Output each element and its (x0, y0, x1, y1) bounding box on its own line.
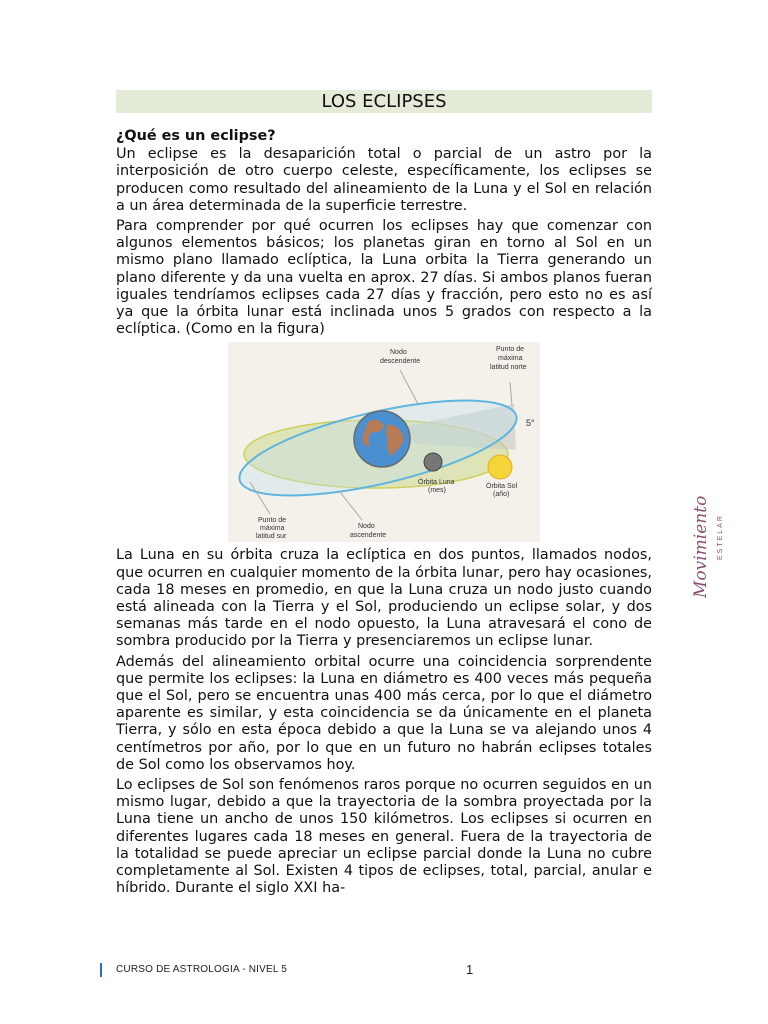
page-number: 1 (466, 962, 474, 977)
moon (424, 453, 442, 471)
label-punto-norte-2: máxima (498, 355, 523, 363)
section-heading: ¿Qué es un eclipse? (116, 128, 276, 144)
label-punto-norte-3: latitud norte (490, 364, 527, 372)
page-title: LOS ECLIPSES (116, 90, 652, 113)
label-punto-sur-2: máxima (260, 525, 285, 533)
label-punto-norte-1: Punto de (496, 346, 525, 354)
logo-script-text: Movimiento (691, 495, 711, 598)
label-orbita-sol-1: Órbita Sol (486, 483, 518, 491)
footer-accent-bar (100, 963, 102, 977)
sun (488, 455, 512, 479)
paragraph-3: La Luna en su órbita cruza la eclíptica en dos puntos, llamados nodos, que ocurren en cualquier momento de la órbita lunar, pero hay ocasiones, cada 18 meses en promedio, en que la Luna cruza un nodo justo cuando está alineada con la Tierra y el Sol, produciendo un eclipse solar, y dos semanas más tarde en el nodo opuesto, la Luna atravesará el cono de sombra producido por la Tierra y presenciaremos un eclipse lunar. (116, 547, 653, 650)
label-punto-sur-3: latitud sur (256, 533, 287, 541)
logo-small-text: ESTELAR (717, 514, 724, 560)
label-nodo-asc-2: ascendente (350, 532, 387, 540)
label-nodo-asc-1: Nodo (358, 523, 375, 531)
paragraph-5: Lo eclipses de Sol son fenómenos raros porque no ocurren seguidos en un mismo lugar, debido a que la trayectoria de la sombra proyectada por la Luna tiene un ancho de unos 150 kilómetros. Los eclipses si ocurren en diferentes lugares cada 18 meses en general. Fuera de la trayectoria de la totalidad se puede apreciar un eclipse parcial donde la Luna no cubre completamente al Sol. Existen 4 tipos de eclipses, total, parcial, anular e híbrido. Durante el siglo XXI ha- (116, 777, 652, 897)
label-punto-sur-1: Punto de (258, 517, 287, 525)
footer-course-label: CURSO DE ASTROLOGIA - NIVEL 5 (116, 964, 288, 975)
paragraph-2: Para comprender por qué ocurren los eclipses hay que comenzar con algunos elementos básicos; los planetas giran en torno al Sol en un mismo plano llamado eclíptica, la Luna orbita la Tierra generando un plano diferente y da una vuelta en aprox. 27 días. Si ambos planos fueran iguales tendríamos eclipses cada 27 días y fracción, pero esto no es así ya que la órbita lunar está inclinada unos 5 grados con respecto a la eclíptica. (Como en la figura) (116, 218, 652, 338)
eclipse-orbit-figure (228, 342, 540, 542)
document-body (116, 128, 652, 901)
label-nodo-desc-1: Nodo (390, 349, 407, 357)
label-orbita-luna-1: Órbita Luna (418, 479, 455, 487)
paragraph-1: Un eclipse es la desaparición total o parcial de un astro por la interposición de otro cuerpo celeste, específicamente, los eclipses se producen como resultado del alineamiento de la Luna y el Sol en relación a un área determinada de la superficie terrestre. (116, 146, 652, 214)
label-angle: 5° (526, 418, 535, 429)
movimiento-estelar-logo (686, 480, 734, 600)
label-nodo-desc-2: descendente (380, 358, 421, 366)
label-orbita-sol-2: (año) (493, 491, 510, 499)
paragraph-4: Además del alineamiento orbital ocurre una coincidencia sorprendente que permite los eclipses: la Luna en diámetro es 400 veces más pequeña que el Sol, pero se encuentra unas 400 más cerca, por lo que el diámetro aparente es similar, y esta coincidencia se da únicamente en el planeta Tierra, y sólo en esta época debido a que la Luna se va alejando unos 4 centímetros por año, por lo que en un futuro no habrán eclipses totales de Sol como los observamos hoy. (116, 653, 652, 773)
label-orbita-luna-2: (mes) (428, 487, 446, 495)
